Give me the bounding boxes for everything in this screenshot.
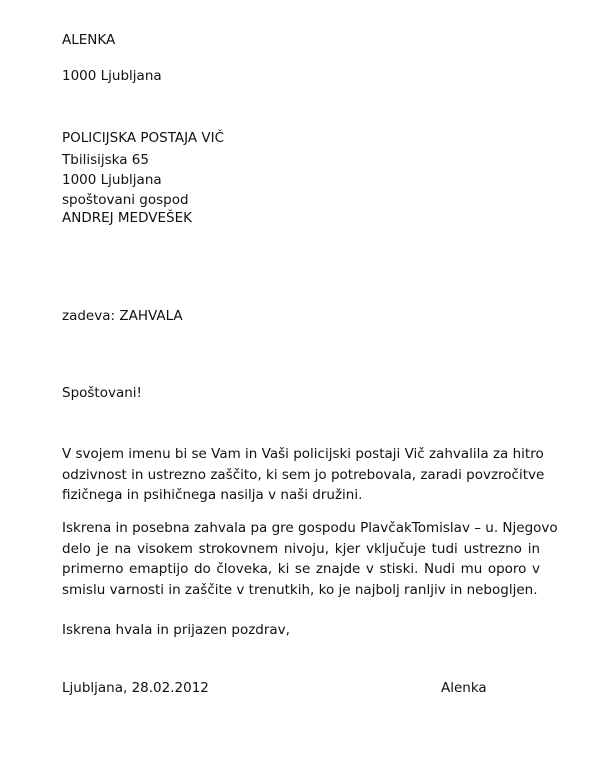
recipient-org: POLICIJSKA POSTAJA VIČ (62, 130, 225, 146)
recipient-city: 1000 Ljubljana (62, 172, 162, 188)
paragraph-special-thanks (62, 518, 558, 600)
sender-name: ALENKA (62, 32, 116, 48)
recipient-person: ANDREJ MEDVEŠEK (62, 210, 192, 226)
paragraph-line: delo je na visokem strokovnem nivoju, kjer vključuje tudi ustrezno in (62, 540, 540, 557)
paragraph-line: fizičnega in psihičnega nasilja v naši družini. (62, 487, 363, 503)
place-date: Ljubljana, 28.02.2012 (62, 680, 209, 696)
paragraph-line: primerno emaptijo do človeka, ki se znajde v stiski. Nudi mu oporo v (62, 561, 540, 577)
paragraph-line: smislu varnosti in zaščite v trenutkih, ko je najbolj ranljiv in nebogljen. (62, 581, 538, 598)
paragraph-line: Iskrena in posebna zahvala pa gre gospodu PlavčakTomislav – u. Njegovo (62, 520, 558, 536)
subject-line: zadeva: ZAHVALA (62, 308, 183, 324)
paragraph-thanks (62, 444, 545, 506)
closing-line: Iskrena hvala in prijazen pozdrav, (62, 622, 290, 638)
recipient-street: Tbilisijska 65 (62, 152, 149, 168)
sender-city: 1000 Ljubljana (62, 68, 162, 84)
recipient-salutation-line: spoštovani gospod (62, 192, 189, 208)
signature: Alenka (441, 680, 487, 696)
paragraph-line: V svojem imenu bi se Vam in Vaši policijski postaji Vič zahvalila za hitro (62, 446, 544, 462)
paragraph-line: odzivnost in ustrezno zaščito, ki sem jo potrebovala, zaradi povzročitve (62, 466, 545, 483)
greeting: Spoštovani! (62, 385, 142, 401)
